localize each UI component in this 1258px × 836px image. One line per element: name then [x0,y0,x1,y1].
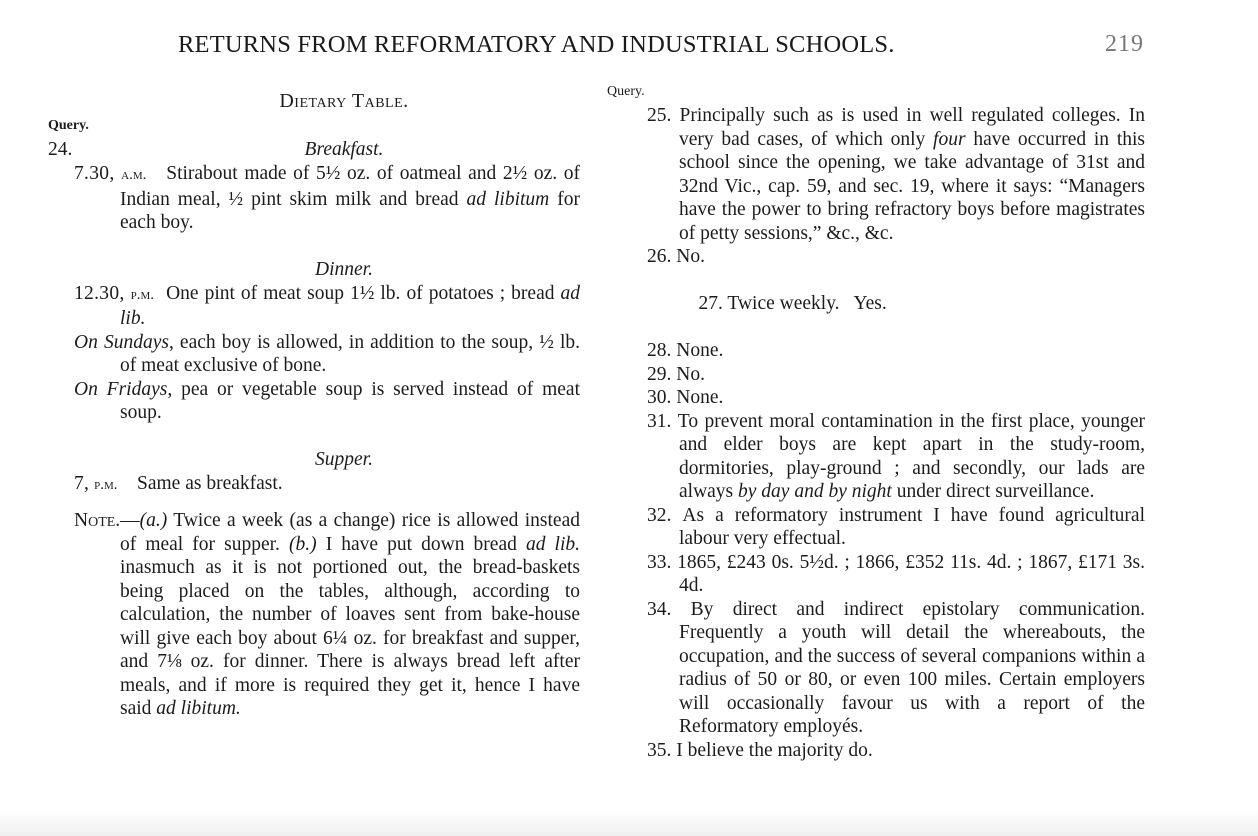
right-column [607,84,1145,762]
query-number: 30. [647,387,672,408]
note-text-b: I have put down bread [316,533,526,555]
answer-26 [607,245,1145,269]
query-number: 31. [647,410,672,432]
query-number: 33. [647,551,672,573]
meal-text: One pint of meat soup 1½ lb. of potatoes ; bread [166,282,561,304]
query-label: Query. [48,118,89,133]
query-number: 29. [647,363,672,385]
answer-35 [607,739,1145,763]
answer-text: have occurred in this school since the opening, we take advantage of 31st and 32nd Vic., cap. 59, and sec. 19, where it says: “Managers have the power to bring refractory boys before magistrates of petty sessions,” &c., &c. [679,128,1145,244]
note-text: , each boy is allowed, in addition to the soup, ½ lb. of meat exclusive of bone. [120,331,580,376]
answer-text: No. [676,246,705,267]
meal-heading-supper: Supper. [315,448,373,470]
answer-text: As a reformatory instrument I have found agricultural labour very effectual. [679,504,1145,549]
meal-text: for each boy. [120,188,580,233]
answer-34 [607,598,1145,739]
italic-lead: On Sundays [74,331,169,353]
answer-text: No. [676,363,705,385]
note-italic: ad lib. [525,533,580,555]
meal-period: p.m. [94,476,118,493]
meal-heading-row [48,138,580,162]
answer-italic: four [933,128,966,150]
query-number: 32. [647,504,672,526]
meal-time: 7.30, [74,163,115,184]
meal-heading-dinner: Dinner. [315,258,373,280]
answer-31 [607,410,1145,504]
note-text-a: Twice a week (as a change) rice is allowed instead of meal for supper. [120,510,580,555]
answer-text: By direct and indirect epistolary communication. Frequently a youth will detail the whereabouts, the occupation, and the success of several companions within a radius of 50 or 80, or even 100 miles. Certain employers will occasionally favour us with a report of the Reformatory employés. [679,598,1145,737]
meal-entry-breakfast [48,162,580,235]
meal-period: p.m. [130,286,154,303]
answer-text: 1865, £243 0s. 5½d. ; 1866, £352 11s. 4d. ; 1867, £171 3s. 4d. [677,551,1145,596]
note-text-b: inasmuch as it is not portioned out, the bread-baskets being placed on the tables, although, according to calculation, the number of loaves sent from bake-house will give each boy about 6¼ oz. for breakfast and supper, and 7⅛ oz. for dinner. There is always bread left after meals, and if more is required they get it, hence I have said [120,557,580,719]
query-number: 25. [647,105,672,126]
meal-text: Same as breakfast. [137,472,283,494]
query-label: Query. [607,84,645,99]
query-number: 35. [647,739,672,761]
answer-text: To prevent moral contamination in the first place, younger and elder boys are kept apart in the study-room, dormitories, play-ground ; and secondly, our lads are always [677,410,1145,502]
meal-time: 7, [74,472,90,494]
answer-27 [607,269,1145,340]
meal-entry-supper [48,472,580,498]
answer-33 [607,551,1145,598]
page-number: 219 [1105,31,1144,57]
italic-lead: On Fridays [74,378,168,400]
dinner-sunday-note [48,331,580,378]
answer-text: Principally such as is used in well regulated colleges. In very bad cases, of which only [679,105,1145,150]
note-italic: ad libitum. [156,698,241,719]
meal-entry-dinner [48,282,580,331]
query-number: 28. [647,340,672,361]
note-label: Note. [74,510,121,531]
answer-text: None. [676,340,724,361]
dinner-friday-note [48,378,580,425]
page-bottom-edge [0,810,1258,836]
query-number: 34. [647,598,672,620]
meal-text-italic: ad lib. [120,282,581,329]
note-marker-b: (b.) [288,533,317,555]
query-number: 26. [647,246,672,267]
answer-25 [607,104,1145,245]
meal-heading-breakfast: Breakfast. [304,139,384,160]
dietary-note [48,509,580,721]
dietary-table-title: Dietary Table. [279,90,409,112]
note-marker-a: (a.) [139,510,168,531]
answer-text: I believe the majority do. [676,739,873,761]
note-text: , pea or vegetable soup is served instead of meat soup. [120,378,580,423]
meal-text: Stirabout made of 5½ oz. of oatmeal and 2½ oz. of Indian meal, ½ pint skim milk and bread [120,163,581,210]
note-dash: — [120,510,140,531]
answer-30 [607,386,1145,410]
answer-32 [607,504,1145,551]
answer-text: None. [676,387,724,408]
query-number: 24. [48,139,73,160]
answer-28 [607,339,1145,363]
answer-italic: by day and by night [738,481,892,502]
query-number: 27. [698,293,723,314]
left-column [48,90,580,721]
meal-text-italic: ad libitum [466,188,550,210]
answer-29 [607,363,1145,387]
running-title: RETURNS FROM REFORMATORY AND INDUSTRIAL SCHOOLS. [178,31,895,58]
meal-time: 12.30, [74,282,125,304]
answer-text: Twice weekly. Yes. [727,293,887,314]
meal-period: a.m. [121,167,147,183]
answer-text: under direct surveillance. [891,481,1095,502]
